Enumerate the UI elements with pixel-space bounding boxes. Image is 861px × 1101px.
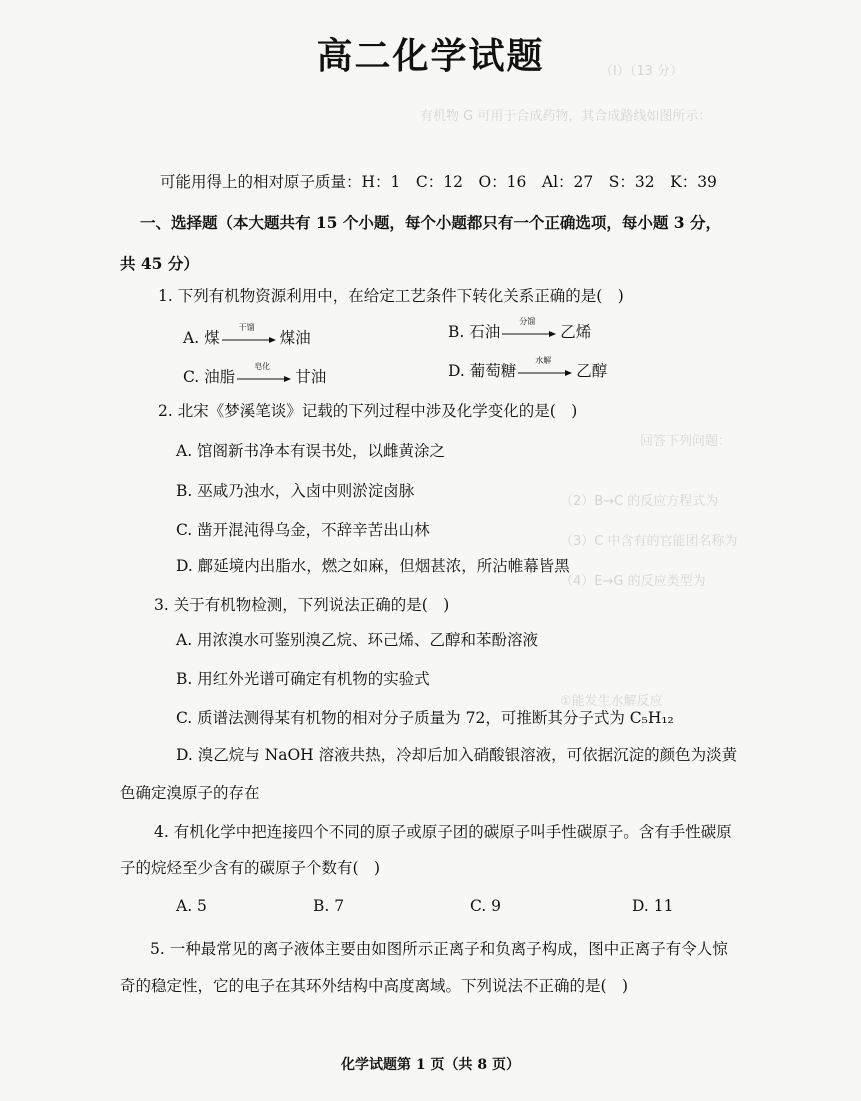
product: 乙烯: [560, 323, 592, 341]
arrow-icon: [518, 369, 572, 377]
bleed-through-text: （3）C 中含有的官能团名称为: [560, 534, 738, 549]
product: 煤油: [279, 329, 311, 347]
question-1-option-c: [183, 362, 327, 387]
bleed-through-text: （4）E→G 的反应类型为: [560, 574, 706, 589]
question-1-option-a: [183, 323, 311, 348]
question-1-stem: 1. 下列有机物资源利用中，在给定工艺条件下转化关系正确的是( ): [158, 287, 624, 305]
atomic-masses-note: 可能用得上的相对原子质量：H：1 C：12 O：16 Al：27 S：32 K：39: [160, 173, 717, 191]
question-4-stem: 4. 有机化学中把连接四个不同的原子或原子团的碳原子叫手性碳原子。含有手性碳原: [154, 823, 732, 841]
option-letter: C.: [183, 368, 200, 386]
product: 乙醇: [576, 362, 608, 380]
question-2-stem: 2. 北宋《梦溪笔谈》记载的下列过程中涉及化学变化的是( ): [158, 402, 578, 420]
bleed-through-text: 回答下列问题：: [640, 434, 732, 449]
product: 甘油: [295, 368, 327, 386]
reaction-condition: 水解: [535, 356, 552, 365]
arrow-icon: [222, 336, 276, 344]
question-2-option-b: B. 巫咸乃浊水，入卤中则淤淀卤脉: [176, 482, 415, 500]
reaction-arrow: [502, 317, 558, 340]
question-4-option-c: C. 9: [470, 897, 502, 915]
reaction-arrow: [237, 362, 293, 385]
bleed-through-text: （2）B→C 的反应方程式为: [560, 494, 719, 509]
page-footer: 化学试题第 1 页（共 8 页）: [341, 1057, 520, 1073]
reactant: 葡萄糖: [469, 362, 517, 380]
reactant: 油脂: [204, 368, 236, 386]
question-3-option-c: C. 质谱法测得某有机物的相对分子质量为 72，可推断其分子式为 C₅H₁₂: [176, 709, 674, 727]
arrow-icon: [502, 330, 556, 338]
question-4-option-a: A. 5: [176, 897, 207, 915]
question-1-option-d: [448, 356, 608, 381]
option-letter: A.: [183, 329, 200, 347]
reaction-arrow: [222, 323, 278, 346]
question-3-option-d-cont: 色确定溴原子的存在: [120, 784, 260, 802]
bleed-through-text: 有机物 G 可用于合成药物，其合成路线如图所示：: [420, 109, 712, 124]
question-2-option-d: D. 鄜延境内出脂水，燃之如麻，但烟甚浓，所沾帷幕皆黑: [176, 557, 570, 575]
question-3-option-b: B. 用红外光谱可确定有机物的实验式: [176, 670, 430, 688]
reaction-condition: 分馏: [519, 317, 536, 326]
option-letter: D.: [448, 362, 465, 380]
question-5-stem: 5. 一种最常见的离子液体主要由如图所示正离子和负离子构成，图中正离子有令人惊: [150, 940, 728, 958]
arrow-icon: [237, 375, 291, 383]
reactant: 煤: [204, 329, 220, 347]
question-4-stem-cont: 子的烷烃至少含有的碳原子个数有( ): [120, 859, 381, 877]
question-3-option-a: A. 用浓溴水可鉴别溴乙烷、环己烯、乙醇和苯酚溶液: [176, 631, 539, 649]
question-2-option-c: C. 凿开混沌得乌金，不辞辛苦出山林: [176, 521, 430, 539]
question-5-stem-cont: 奇的稳定性，它的电子在其环外结构中高度离域。下列说法不正确的是( ): [120, 977, 629, 995]
reaction-arrow: [518, 356, 574, 379]
bleed-through-text: ①能发生水解反应: [560, 694, 663, 709]
page-title: 高二化学试题: [316, 35, 545, 77]
question-3-option-d: D. 溴乙烷与 NaOH 溶液共热，冷却后加入硝酸银溶液，可依据沉淀的颜色为淡黄: [176, 746, 738, 764]
question-4-option-b: B. 7: [313, 897, 345, 915]
reaction-condition: 干馏: [238, 323, 255, 332]
question-3-stem: 3. 关于有机物检测，下列说法正确的是( ): [154, 596, 450, 614]
section-heading-cont: 共 45 分）: [120, 254, 199, 273]
bleed-through-text: （I）（13 分）: [600, 64, 684, 79]
question-1-option-b: [448, 317, 592, 342]
reaction-condition: 皂化: [254, 362, 271, 371]
question-4-option-d: D. 11: [632, 897, 674, 915]
question-2-option-a: A. 馆阁新书净本有误书处，以雌黄涂之: [176, 442, 446, 460]
option-letter: B.: [448, 323, 465, 341]
reactant: 石油: [469, 323, 501, 341]
section-heading: 一、选择题（本大题共有 15 个小题，每个小题都只有一个正确选项，每小题 3 分，: [140, 213, 721, 232]
